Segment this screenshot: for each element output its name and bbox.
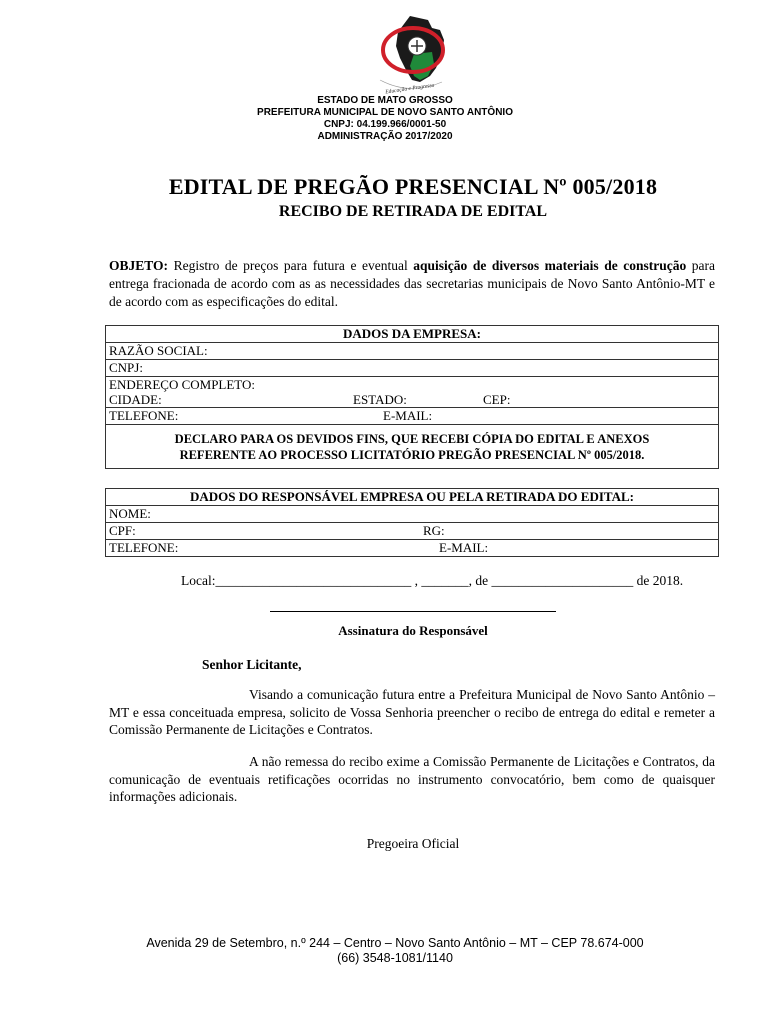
footer-address: Avenida 29 de Setembro, n.º 244 – Centro – Novo Santo Antônio – MT – CEP 78.674-000 (146, 936, 644, 950)
document-title: EDITAL DE PREGÃO PRESENCIAL Nº 005/2018 (168, 174, 658, 199)
paragraph-2-text: A não remessa do recibo exime a Comissão Permanente de Licitações e Contratos, da comunicação de eventuais retificações ocorridas no instrumento convocatório, bem como de quaisquer informações adicionais. (109, 754, 715, 804)
empresa-telefone-field[interactable]: TELEFONE: (109, 408, 179, 423)
empresa-heading: DADOS DA EMPRESA: (106, 326, 719, 343)
footer-phone: (66) 3548-1081/1140 (337, 951, 453, 965)
declaracao-line-1: DECLARO PARA OS DEVIDOS FINS, QUE RECEBI CÓPIA DO EDITAL E ANEXOS (174, 432, 650, 446)
objeto-paragraph (109, 257, 715, 311)
objeto-text-1: Registro de preços para futura e eventual (168, 258, 414, 273)
local-date-line[interactable]: Local:_____________________________ , _______, de _____________________ de 2018. (181, 573, 684, 588)
signature-label: Assinatura do Responsável (338, 623, 488, 638)
paragraph-2 (109, 753, 715, 806)
declaracao-line-2: REFERENTE AO PROCESSO LICITATÓRIO PREGÃO PRESENCIAL Nº 005/2018. (179, 448, 645, 462)
document-subtitle: RECIBO DE RETIRADA DE EDITAL (278, 203, 548, 220)
header-state: ESTADO DE MATO GROSSO (317, 95, 453, 106)
cnpj-field[interactable]: CNPJ: (106, 360, 719, 377)
rg-field[interactable]: RG: (423, 523, 445, 538)
paragraph-1 (109, 686, 715, 739)
telefone-email-row (106, 408, 719, 425)
nome-field[interactable]: NOME: (106, 506, 719, 523)
responsavel-heading: DADOS DO RESPONSÁVEL EMPRESA OU PELA RETIRADA DO EDITAL: (106, 489, 719, 506)
resp-email-field[interactable]: E-MAIL: (439, 540, 489, 555)
endereco-cidade-cell[interactable] (106, 377, 719, 408)
razao-social-field[interactable]: RAZÃO SOCIAL: (106, 343, 719, 360)
header-cnpj: CNPJ: 04.199.966/0001-50 (323, 119, 447, 130)
paragraph-1-text: Visando a comunicação futura entre a Prefeitura Municipal de Novo Santo Antônio – MT e essa conceituada empresa, solicito de Vossa Senhoria preencher o recibo de entrega do edital e remeter a Comissão Permanente de Licitações e Contratos. (109, 687, 715, 737)
endereco-field[interactable]: ENDEREÇO COMPLETO: (109, 377, 256, 392)
pregoeira-label: Pregoeira Oficial (366, 836, 460, 851)
resp-telefone-field[interactable]: TELEFONE: (109, 540, 179, 555)
header-prefeitura: PREFEITURA MUNICIPAL DE NOVO SANTO ANTÔNIO (257, 107, 513, 118)
objeto-bold-text: aquisição de diversos materiais de construção (413, 258, 687, 273)
cidade-field[interactable]: CIDADE: (109, 392, 162, 407)
municipality-logo (370, 10, 456, 96)
cidade-row (109, 392, 715, 407)
estado-field[interactable]: ESTADO: (353, 392, 407, 407)
declaracao-cell (106, 425, 719, 469)
objeto-text-2: para entrega fracionada de acordo com as as necessidades das secretarias municipais de Novo Santo Antônio-MT e de acordo com as especificações do edital. (109, 258, 716, 309)
resp-telefone-email-row (106, 540, 719, 557)
header-administracao: ADMINISTRAÇÃO 2017/2020 (317, 131, 453, 142)
cpf-rg-row (106, 523, 719, 540)
objeto-label: OBJETO: (109, 258, 169, 273)
empresa-table (105, 325, 719, 469)
empresa-email-field[interactable]: E-MAIL: (383, 408, 433, 423)
cep-field[interactable]: CEP: (483, 392, 511, 407)
responsavel-table (105, 488, 719, 557)
cpf-field[interactable]: CPF: (109, 523, 136, 538)
logo-motto: Educação e Progresso (384, 82, 435, 96)
signature-line[interactable] (270, 611, 556, 612)
salutation: Senhor Licitante, (202, 657, 302, 672)
